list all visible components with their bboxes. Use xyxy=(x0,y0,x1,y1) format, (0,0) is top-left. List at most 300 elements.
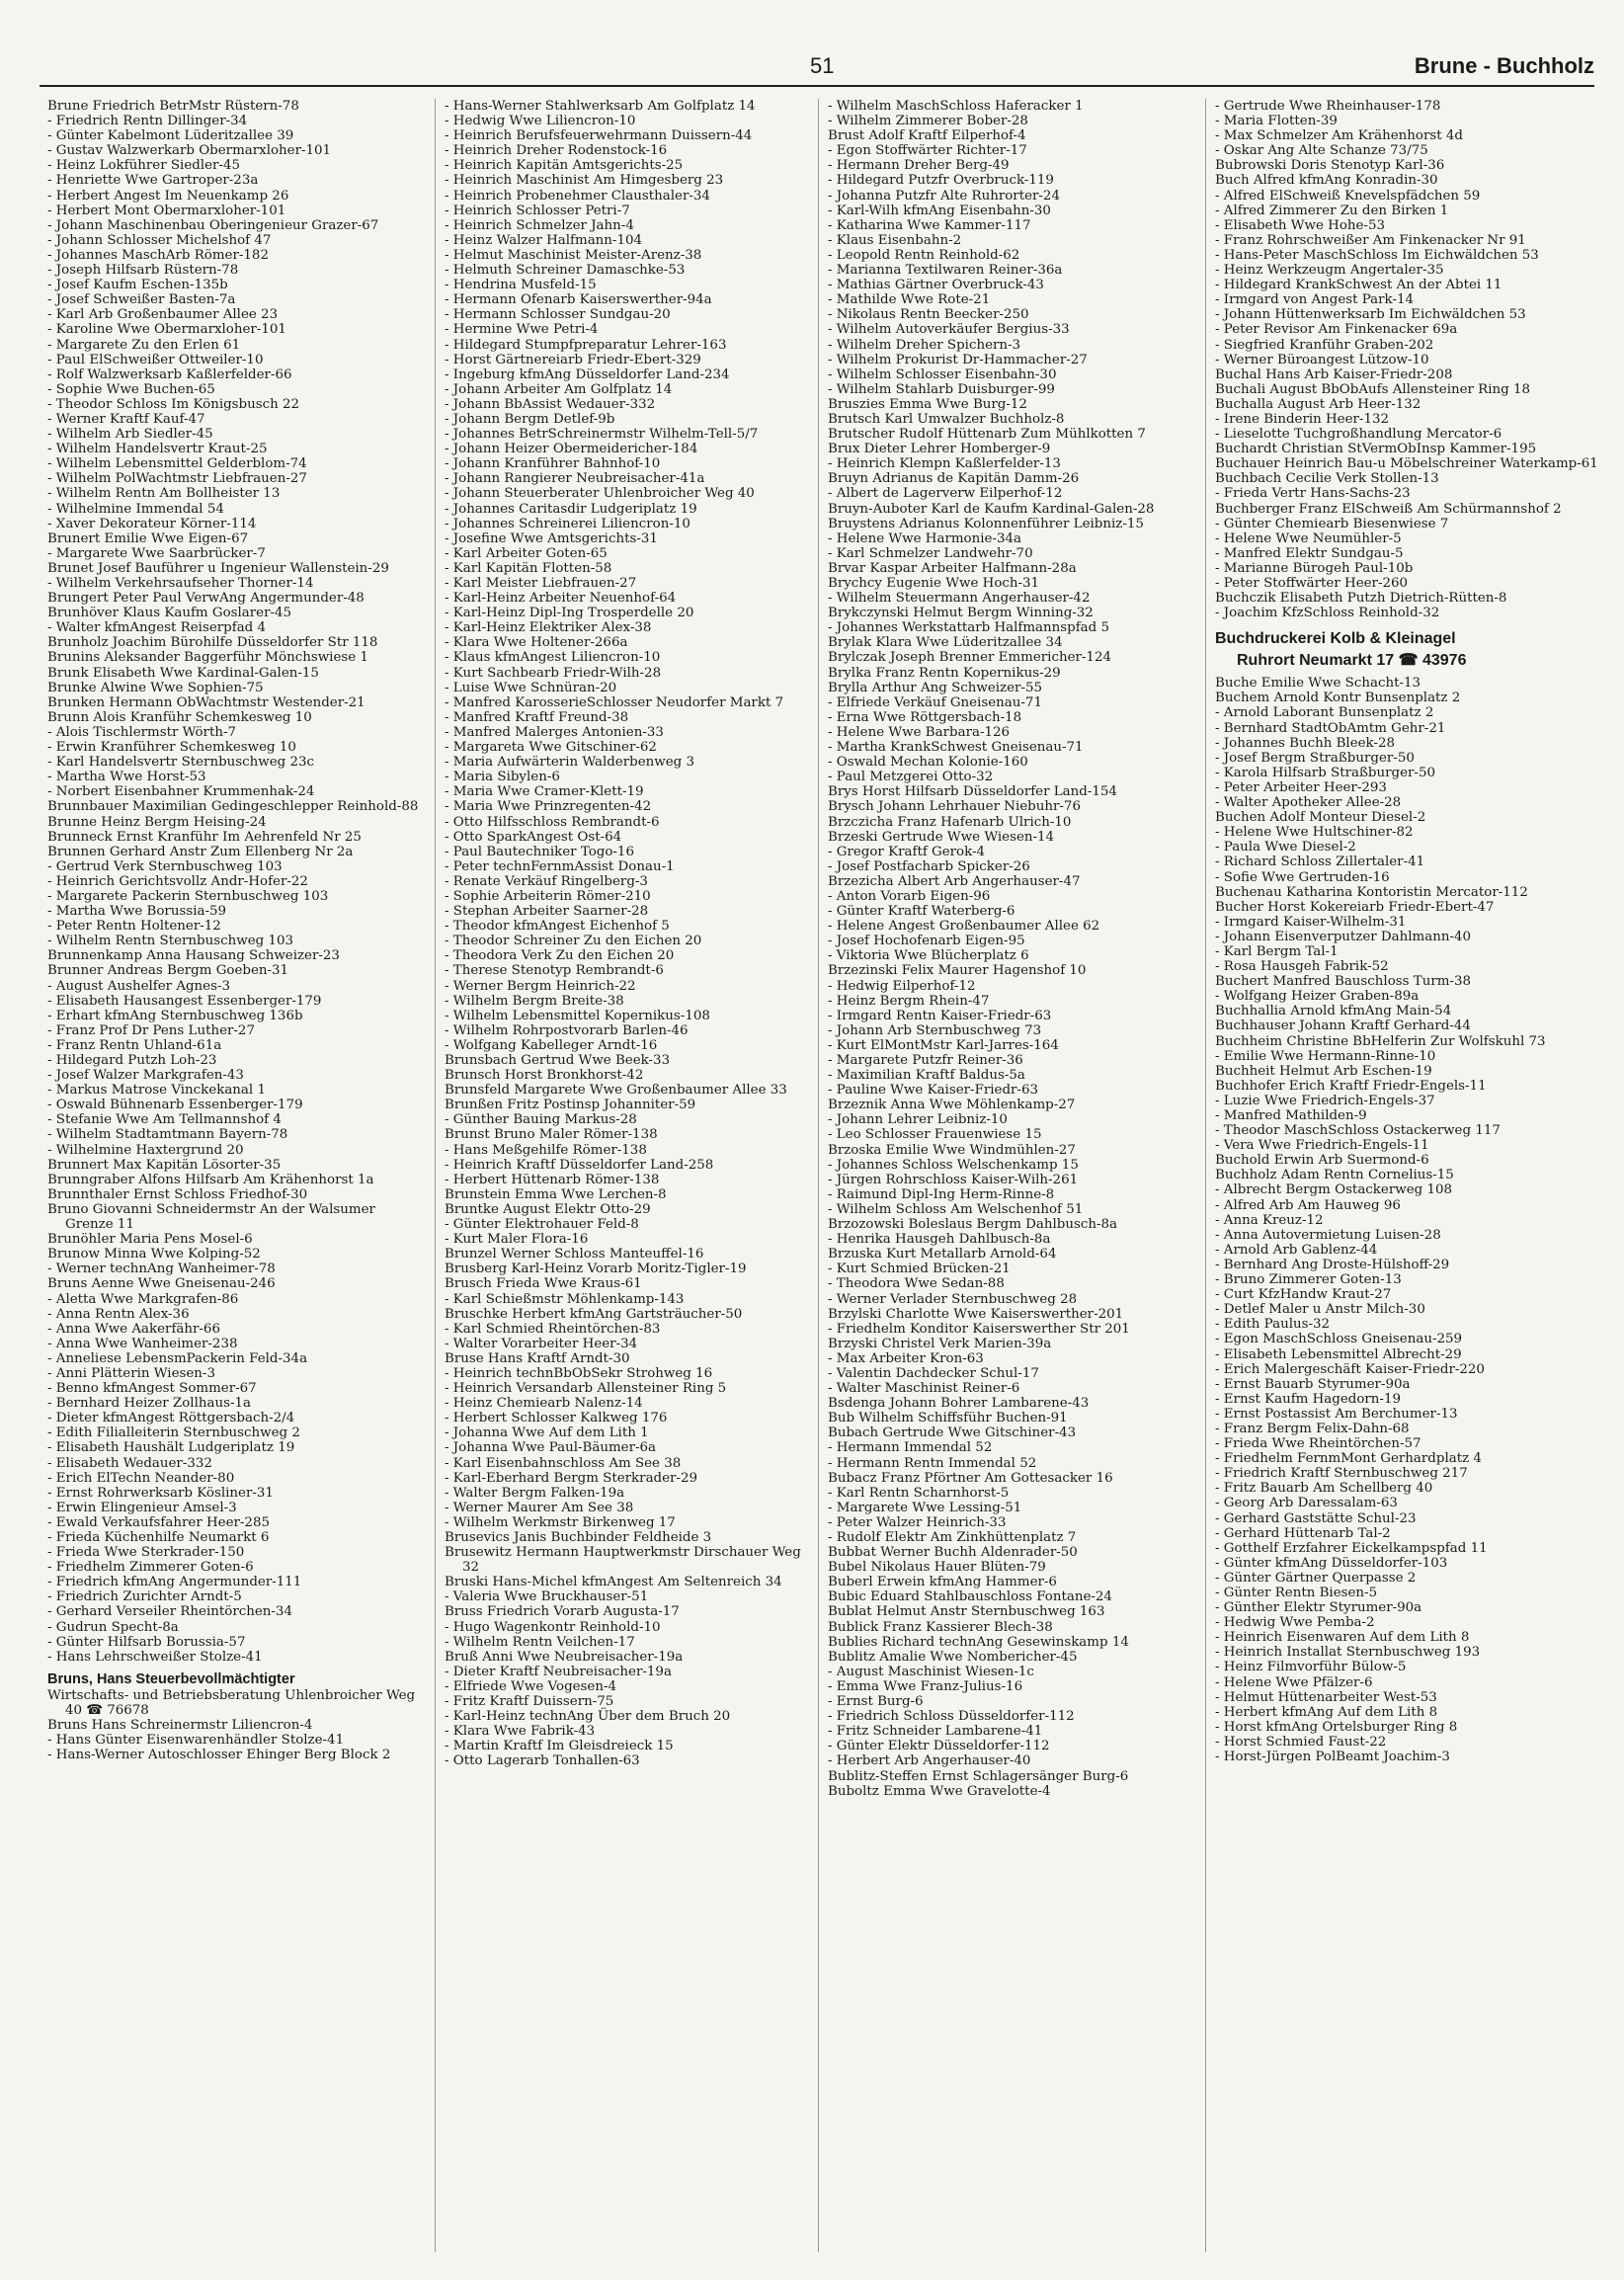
listing-entry: - Anneliese LebensmPackerin Feld-34a xyxy=(47,1350,308,1366)
listing-entry: - Karl Arbeiter Goten-65 xyxy=(445,545,608,561)
listing-entry: Brys Horst Hilfsarb Düsseldorfer Land-154 xyxy=(828,784,1117,800)
listing-entry: - Margarete Wwe Saarbrücker-7 xyxy=(47,545,266,561)
listing-highlight: Buchdruckerei Kolb & Kleinagel xyxy=(1215,630,1456,648)
listing-entry: Brylla Arthur Ang Schweizer-55 xyxy=(828,680,1043,695)
listing-entry: Brunner Andreas Bergm Goeben-31 xyxy=(47,963,289,979)
listing-entry: - Karl Bergm Tal-1 xyxy=(1215,943,1339,959)
listing-entry: - Maria Aufwärterin Walderbenweg 3 xyxy=(445,755,694,771)
listing-entry: Brykczynski Helmut Bergm Winning-32 xyxy=(828,606,1094,621)
listing-entry: Buchhauser Johann Kraftf Gerhard-44 xyxy=(1215,1018,1471,1034)
listing-entry: - Peter Arbeiter Heer-293 xyxy=(1215,779,1387,795)
listing-entry: - Herbert kfmAng Auf dem Lith 8 xyxy=(1215,1704,1438,1720)
listing-entry: - Karl Schmied Rheintörchen-83 xyxy=(445,1321,661,1337)
listing-entry: - Wilhelm Rentn Sternbuschweg 103 xyxy=(47,934,294,949)
listing-entry: - Hildegard Putzh Loh-23 xyxy=(47,1053,217,1068)
listing-entry: Brunke Alwine Wwe Sophien-75 xyxy=(47,680,264,695)
listing-entry: - Heinrich Gerichtsvollz Andr-Hofer-22 xyxy=(47,873,308,889)
listing-entry: - Gustav Walzwerkarb Obermarxloher-101 xyxy=(47,143,332,159)
column-divider xyxy=(818,99,819,2252)
listing-entry: Bruschke Herbert kfmAng Gartsträucher-50 xyxy=(445,1306,743,1322)
listing-entry: - Karl Arb Großenbaumer Allee 23 xyxy=(47,307,279,323)
listing-entry: - Peter Rentn Holtener-12 xyxy=(47,919,221,935)
listing-entry: - Friedhelm Zimmerer Goten-6 xyxy=(47,1560,254,1576)
listing-entry: Bublies Richard technAng Gesewinskamp 14 xyxy=(828,1634,1129,1650)
listing-entry: Brusberg Karl-Heinz Vorarb Moritz-Tigler-19 xyxy=(445,1262,747,1277)
listing-entry: - Pauline Wwe Kaiser-Friedr-63 xyxy=(828,1083,1039,1099)
listing-entry: - Theodor MaschSchloss Ostackerweg 117 xyxy=(1215,1123,1501,1139)
listing-entry: - Elisabeth Haushält Ludgeriplatz 19 xyxy=(47,1440,295,1456)
listing-entry: - Hans Meßgehilfe Römer-138 xyxy=(445,1142,647,1158)
listing-entry: - Karl-Eberhard Bergm Sterkrader-29 xyxy=(445,1470,698,1486)
listing-entry: - Paula Wwe Diesel-2 xyxy=(1215,840,1356,855)
listing-entry: - Raimund Dipl-Ing Herm-Rinne-8 xyxy=(828,1186,1055,1202)
listing-entry: - Wilhelm Verkehrsaufseher Thorner-14 xyxy=(47,576,314,591)
listing-entry: - Heinrich Schmelzer Jahn-4 xyxy=(445,217,634,233)
listing-entry: Brusevics Janis Buchbinder Feldheide 3 xyxy=(445,1530,712,1545)
listing-entry: - Gertrude Wwe Rheinhauser-178 xyxy=(1215,99,1441,114)
listing-entry: - Maria Wwe Prinzregenten-42 xyxy=(445,799,652,815)
listing-entry: Buchenau Katharina Kontoristin Mercator-112 xyxy=(1215,884,1528,900)
listing-entry: - Helene Wwe Hultschiner-82 xyxy=(1215,825,1414,841)
column-1 xyxy=(47,99,423,2252)
listing-entry: - Theodora Verk Zu den Eichen 20 xyxy=(445,948,675,964)
listing-entry: - Norbert Eisenbahner Krummenhak-24 xyxy=(47,784,315,800)
listing-entry: - Gerhard Hüttenarb Tal-2 xyxy=(1215,1525,1391,1541)
listing-entry: - Hedwig Eilperhof-12 xyxy=(828,978,976,994)
listing-entry: Brunet Josef Bauführer u Ingenieur Wallenstein-29 xyxy=(47,560,389,576)
listing-entry: - Heinz Lokführer Siedler-45 xyxy=(47,158,240,174)
listing-entry: - Manfred Elektr Sundgau-5 xyxy=(1215,545,1404,561)
listing-entry: - Jürgen Rohrschloss Kaiser-Wilh-261 xyxy=(828,1172,1079,1187)
listing-entry: - Franz Prof Dr Pens Luther-27 xyxy=(47,1022,255,1038)
listing-entry: - Johannes Schloss Welschenkamp 15 xyxy=(828,1157,1079,1173)
listing-entry: - Elisabeth Lebensmittel Albrecht-29 xyxy=(1215,1346,1462,1362)
listing-entry: Buchczik Elisabeth Putzh Dietrich-Rütten-8 xyxy=(1215,591,1507,607)
listing-entry: - Josef Hochofenarb Eigen-95 xyxy=(828,934,1025,949)
listing-entry: Brzeznik Anna Wwe Möhlenkamp-27 xyxy=(828,1098,1076,1113)
listing-entry: - Heinrich Probenehmer Clausthaler-34 xyxy=(445,188,710,204)
listing-entry: Bub Wilhelm Schiffsführ Buchen-91 xyxy=(828,1411,1068,1426)
listing-entry: - Aletta Wwe Markgrafen-86 xyxy=(47,1291,239,1307)
listing-entry: - Josef Bergm Straßburger-50 xyxy=(1215,750,1415,766)
listing-entry: - Stefanie Wwe Am Tellmannshof 4 xyxy=(47,1112,282,1128)
listing-entry: - Werner technAng Wanheimer-78 xyxy=(47,1262,276,1277)
page-number: 51 xyxy=(810,53,835,78)
listing-entry: - Johann Kranführer Bahnhof-10 xyxy=(445,456,661,472)
listing-entry: - Johannes BetrSchreinermstr Wilhelm-Tell-5/7 xyxy=(445,427,759,443)
listing-entry: - Johann Heizer Obermeidericher-184 xyxy=(445,442,698,457)
listing-entry: Brust Adolf Kraftf Eilperhof-4 xyxy=(828,128,1026,144)
listing-entry: Brvar Kaspar Arbeiter Halfmann-28a xyxy=(828,560,1077,576)
listing-entry: - Johannes Caritasdir Ludgeriplatz 19 xyxy=(445,501,697,517)
listing-entry: - Irene Binderin Heer-132 xyxy=(1215,411,1390,427)
listing-entry: - Heinrich Dreher Rodenstock-16 xyxy=(445,143,668,159)
listing-entry: - Wilhelm Autoverkäufer Bergius-33 xyxy=(828,322,1070,338)
listing-entry: Brzczicha Franz Hafenarb Ulrich-10 xyxy=(828,814,1072,830)
listing-entry: - Karl-Heinz Elektriker Alex-38 xyxy=(445,620,652,636)
listing-entry: - Georg Arb Daressalam-63 xyxy=(1215,1496,1398,1511)
listing-entry: Buchen Adolf Monteur Diesel-2 xyxy=(1215,810,1426,826)
listing-entry: Brux Dieter Lehrer Homberger-9 xyxy=(828,442,1051,457)
listing-entry: - Hedwig Wwe Liliencron-10 xyxy=(445,114,636,129)
listing-entry: Bruno Giovanni Schneidermstr An der Walsumer Grenze 11 xyxy=(47,1201,375,1233)
listing-entry: - Ernst Rohrwerksarb Kösliner-31 xyxy=(47,1485,274,1501)
listing-entry: - Wilhelm Rentn Am Bollheister 13 xyxy=(47,486,281,502)
listing-entry: Bruystens Adrianus Kolonnenführer Leibniz-15 xyxy=(828,516,1144,531)
listing-entry: - Franz Rentn Uhland-61a xyxy=(47,1037,222,1053)
listing-entry: - Emilie Wwe Hermann-Rinne-10 xyxy=(1215,1048,1436,1064)
listing-entry: Buchardt Christian StVermObInsp Kammer-195 xyxy=(1215,442,1537,457)
listing-entry: Brylak Klara Wwe Lüderitzallee 34 xyxy=(828,635,1063,651)
listing-entry: - Helene Angest Großenbaumer Allee 62 xyxy=(828,919,1100,935)
listing-entry: Brunöhler Maria Pens Mosel-6 xyxy=(47,1232,253,1248)
listing-entry: - Elisabeth Hausangest Essenberger-179 xyxy=(47,993,322,1009)
listing-entry: - Friedhelm FernmMont Gerhardplatz 4 xyxy=(1215,1451,1482,1467)
listing-entry: - Hermine Wwe Petri-4 xyxy=(445,322,599,338)
listing-entry: - Leopold Rentn Reinhold-62 xyxy=(828,247,1020,263)
listing-entry: - Margareta Wwe Gitschiner-62 xyxy=(445,740,657,756)
listing-entry: - Rosa Hausgeh Fabrik-52 xyxy=(1215,959,1389,975)
listing-entry: - Wilhelmine Haxtergrund 20 xyxy=(47,1142,244,1158)
listing-entry: - Ewald Verkaufsfahrer Heer-285 xyxy=(47,1514,270,1530)
listing-entry: - Erwin Kranführer Schemkesweg 10 xyxy=(47,740,296,756)
listing-entry: - Max Schmelzer Am Krähenhorst 4d xyxy=(1215,128,1463,144)
listing-entry: - Gudrun Specht-8a xyxy=(47,1619,179,1635)
listing-entry: Brunzel Werner Schloss Manteuffel-16 xyxy=(445,1247,704,1262)
listing-entry: - Gerhard Gaststätte Schul-23 xyxy=(1215,1510,1417,1526)
listing-entry: - Manfred Malerges Antonien-33 xyxy=(445,724,664,740)
listing-entry: - Peter technFernmAssist Donau-1 xyxy=(445,858,675,874)
listing-entry: - Hendrina Musfeld-15 xyxy=(445,278,597,293)
listing-entry: - Werner Verlader Sternbuschweg 28 xyxy=(828,1291,1078,1307)
listing-entry: - Karl Schmelzer Landwehr-70 xyxy=(828,545,1033,561)
listing-entry: - Maximilian Kraftf Baldus-5a xyxy=(828,1068,1025,1084)
listing-entry: - Vera Wwe Friedrich-Engels-11 xyxy=(1215,1138,1429,1154)
listing-entry: - Egon MaschSchloss Gneisenau-259 xyxy=(1215,1332,1463,1347)
listing-entry: Brunst Bruno Maler Römer-138 xyxy=(445,1127,658,1143)
listing-entry: - Erna Wwe Röttgersbach-18 xyxy=(828,709,1022,725)
listing-entry: - Heinrich Klempn Kaßlerfelder-13 xyxy=(828,456,1061,472)
listing-entry: Bruse Hans Kraftf Arndt-30 xyxy=(445,1350,630,1366)
listing-entry: - Werner Bergm Heinrich-22 xyxy=(445,978,636,994)
listing-entry: - Werner Büroangest Lützow-10 xyxy=(1215,352,1429,367)
listing-entry: Buchert Manfred Bauschloss Turm-38 xyxy=(1215,974,1471,990)
listing-entry: Brunow Minna Wwe Kolping-52 xyxy=(47,1247,261,1262)
listing-entry: - Karoline Wwe Obermarxloher-101 xyxy=(47,322,286,338)
listing-entry: - Gregor Kraftf Gerok-4 xyxy=(828,844,986,859)
listing-entry: Brunk Elisabeth Wwe Kardinal-Galen-15 xyxy=(47,665,319,681)
listing-entry: - Albert de Lagerverw Eilperhof-12 xyxy=(828,486,1063,502)
listing-entry: - Kurt Sachbearb Friedr-Wilh-28 xyxy=(445,665,662,681)
listing-entry: - Frieda Wwe Sterkrader-150 xyxy=(47,1545,245,1561)
listing-entry: - Günter Elektrohauer Feld-8 xyxy=(445,1217,639,1233)
listing-entry: Brungert Peter Paul VerwAng Angermunder-48 xyxy=(47,591,365,607)
listing-entry: - Ernst Kaufm Hagedorn-19 xyxy=(1215,1391,1401,1407)
listing-entry: - Johann Maschinenbau Oberingenieur Grazer-67 xyxy=(47,217,379,233)
listing-entry: - Friedrich Zurichter Arndt-5 xyxy=(47,1589,242,1605)
listing-entry: - Hans-Peter MaschSchloss Im Eichwäldchen 53 xyxy=(1215,247,1539,263)
listing-entry: - Henriette Wwe Gartroper-23a xyxy=(47,173,259,189)
listing-entry: - Horst-Jürgen PolBeamt Joachim-3 xyxy=(1215,1750,1450,1765)
listing-entry: - Günter kfmAng Düsseldorfer-103 xyxy=(1215,1555,1448,1571)
listing-entry: - Hermann Immendal 52 xyxy=(828,1440,993,1456)
listing-entry: - Wilhelm Werkmstr Birkenweg 17 xyxy=(445,1514,676,1530)
listing-entry: - Josef Walzer Markgrafen-43 xyxy=(47,1068,244,1084)
listing-entry: - Günter Hilfsarb Borussia-57 xyxy=(47,1634,246,1650)
listing-entry: - Alfred ElSchweiß Knevelspfädchen 59 xyxy=(1215,188,1481,204)
listing-entry: - Heinrich Eisenwaren Auf dem Lith 8 xyxy=(1215,1630,1470,1646)
listing-entry: - Johann Bergm Detlef-9b xyxy=(445,411,615,427)
listing-entry: - Johann Arb Sternbuschweg 73 xyxy=(828,1022,1042,1038)
listing-entry: - Anton Vorarb Eigen-96 xyxy=(828,888,991,904)
listing-entry: - Anna Wwe Aakerfähr-66 xyxy=(47,1321,220,1337)
running-head: Brune - Buchholz xyxy=(1414,53,1594,78)
listing-entry: - Karl Rentn Scharnhorst-5 xyxy=(828,1485,1010,1501)
listing-entry: - Herbert Angest Im Neuenkamp 26 xyxy=(47,188,289,204)
listing-entry: - Werner Kraftf Kauf-47 xyxy=(47,411,205,427)
listing-entry: - Bernhard StadtObAmtm Gehr-21 xyxy=(1215,720,1446,736)
listing-entry: Bruß Anni Wwe Neubreisacher-19a xyxy=(445,1649,684,1665)
listing-entry: Bubacz Franz Pförtner Am Gottesacker 16 xyxy=(828,1470,1113,1486)
listing-entry: Wirtschafts- und Betriebsberatung Uhlenbroicher Weg 40 ☎ 76678 xyxy=(47,1687,416,1718)
listing-entry: - Karl-Heinz technAng Über dem Bruch 20 xyxy=(445,1709,731,1725)
listing-entry: - Hildegard Putzfr Overbruck-119 xyxy=(828,173,1054,189)
listing-entry: - Wilhelm Dreher Spichern-3 xyxy=(828,337,1021,353)
column-4 xyxy=(1215,99,1600,2252)
listing-entry: Brunsbach Gertrud Wwe Beek-33 xyxy=(445,1053,671,1068)
listing-entry: Brunnbauer Maximilian Gedingeschlepper Reinhold-88 xyxy=(47,799,419,815)
listing-entry: Brzuska Kurt Metallarb Arnold-64 xyxy=(828,1247,1057,1262)
listing-entry: - Heinrich technBbObSekr Strohweg 16 xyxy=(445,1365,713,1381)
listing-entry: - Otto SparkAngest Ost-64 xyxy=(445,829,622,845)
listing-entry: - Günter Chemiearb Biesenwiese 7 xyxy=(1215,516,1449,531)
listing-entry: - Erwin Elingenieur Amsel-3 xyxy=(47,1500,237,1515)
listing-entry: Bublat Helmut Anstr Sternbuschweg 163 xyxy=(828,1604,1105,1620)
listing-entry: - Emma Wwe Franz-Julius-16 xyxy=(828,1678,1023,1694)
listing-entry: - Johann Steuerberater Uhlenbroicher Weg 40 xyxy=(445,486,755,502)
listing-entry: Bubel Nikolaus Hauer Blüten-79 xyxy=(828,1560,1046,1576)
listing-entry: - Frieda Vertr Hans-Sachs-23 xyxy=(1215,486,1411,502)
listing-entry: Bubic Eduard Stahlbauschloss Fontane-24 xyxy=(828,1589,1112,1605)
listing-entry: Brunstein Emma Wwe Lerchen-8 xyxy=(445,1186,667,1202)
listing-entry: Buboltz Emma Wwe Gravelotte-4 xyxy=(828,1783,1051,1799)
listing-entry: - Irmgard Kaiser-Wilhelm-31 xyxy=(1215,914,1407,930)
listing-entry: - Heinrich Installat Sternbuschweg 193 xyxy=(1215,1645,1481,1661)
listing-entry: Buchberger Franz ElSchweiß Am Schürmannshof 2 xyxy=(1215,501,1562,517)
listing-entry: - Elisabeth Wedauer-332 xyxy=(47,1455,212,1471)
listing-entry: - Heinrich Kapitän Amtsgerichts-25 xyxy=(445,158,684,174)
listing-entry: - Valeria Wwe Bruckhauser-51 xyxy=(445,1589,649,1605)
listing-entry: - Mathias Gärtner Overbruck-43 xyxy=(828,278,1044,293)
listing-entry: Bublick Franz Kassierer Blech-38 xyxy=(828,1619,1053,1635)
listing-entry: - Sofie Wwe Gertruden-16 xyxy=(1215,869,1390,885)
listing-entry: - Anna Rentn Alex-36 xyxy=(47,1306,190,1322)
listing-entry: - Max Arbeiter Kron-63 xyxy=(828,1350,984,1366)
listing-entry: - Friedrich Kraftf Sternbuschweg 217 xyxy=(1215,1466,1468,1482)
listing-entry: Brusch Frieda Wwe Kraus-61 xyxy=(445,1276,642,1292)
listing-entry: - Wilhelm Schloss Am Welschenhof 51 xyxy=(828,1201,1084,1217)
listing-entry: - Bernhard Heizer Zollhaus-1a xyxy=(47,1396,251,1412)
listing-entry: - Friedrich Schloss Düsseldorfer-112 xyxy=(828,1709,1075,1725)
listing-entry: - Detlef Maler u Anstr Milch-30 xyxy=(1215,1302,1425,1318)
listing-entry: - Manfred Kraftf Freund-38 xyxy=(445,709,629,725)
listing-entry: - Luise Wwe Schnüran-20 xyxy=(445,680,617,695)
listing-entry: - Johannes MaschArb Römer-182 xyxy=(47,247,269,263)
listing-entry: - Albrecht Bergm Ostackerweg 108 xyxy=(1215,1182,1453,1198)
listing-entry: - Martha Wwe Horst-53 xyxy=(47,770,206,785)
listing-entry: - Marianna Textilwaren Reiner-36a xyxy=(828,263,1063,279)
listing-entry: - Heinrich Schlosser Petri-7 xyxy=(445,203,630,218)
listing-entry: - Margarete Zu den Erlen 61 xyxy=(47,337,241,353)
listing-entry: - Herbert Arb Angerhauser-40 xyxy=(828,1753,1031,1769)
listing-entry: - Karl Kapitän Flotten-58 xyxy=(445,560,612,576)
listing-entry: - Otto Hilfsschloss Rembrandt-6 xyxy=(445,814,660,830)
listing-entry: - Heinz Bergm Rhein-47 xyxy=(828,993,990,1009)
listing-entry: - Wilhelm Bergm Breite-38 xyxy=(445,993,624,1009)
listing-entry: - Hans-Werner Stahlwerksarb Am Golfplatz 14 xyxy=(445,99,756,114)
listing-entry: - Wolfgang Kabelleger Arndt-16 xyxy=(445,1037,658,1053)
listing-entry: - Renate Verkäuf Ringelberg-3 xyxy=(445,873,648,889)
listing-entry: Brunins Aleksander Baggerführ Mönchswiese 1 xyxy=(47,650,368,666)
listing-entry: - Martha Wwe Borussia-59 xyxy=(47,904,227,920)
listing-entry: Brunneck Ernst Kranführ Im Aehrenfeld Nr 25 xyxy=(47,829,362,845)
listing-entry: Brunsfeld Margarete Wwe Großenbaumer Allee 33 xyxy=(445,1083,787,1099)
listing-entry: - Johann Arbeiter Am Golfplatz 14 xyxy=(445,381,673,397)
listing-entry: - Richard Schloss Zillertaler-41 xyxy=(1215,855,1425,870)
listing-entry: - Wilhelm PolWachtmstr Liebfrauen-27 xyxy=(47,471,307,487)
listing-entry: Buchali August BbObAufs Allensteiner Ring 18 xyxy=(1215,381,1531,397)
listing-entry: - Hugo Wagenkontr Reinhold-10 xyxy=(445,1619,661,1635)
listing-entry: - Herbert Hüttenarb Römer-138 xyxy=(445,1172,660,1187)
listing-entry: - Johann Eisenverputzer Dahlmann-40 xyxy=(1215,929,1472,944)
listing-entry: - Johannes Werkstattarb Halfmannspfad 5 xyxy=(828,620,1110,636)
listing-entry: - Oswald Mechan Kolonie-160 xyxy=(828,755,1028,771)
listing-entry: Buchem Arnold Kontr Bunsenplatz 2 xyxy=(1215,691,1461,706)
listing-entry: - Manfred Mathilden-9 xyxy=(1215,1108,1367,1123)
listing-entry: Brusewitz Hermann Hauptwerkmstr Dirschauer Weg 32 xyxy=(445,1545,801,1576)
listing-entry: - Irmgard von Angest Park-14 xyxy=(1215,292,1414,308)
listing-entry: - Wilhelm Rohrpostvorarb Barlen-46 xyxy=(445,1022,689,1038)
listing-entry: - Paul ElSchweißer Ottweiler-10 xyxy=(47,352,264,367)
listing-entry: Brunhöver Klaus Kaufm Goslarer-45 xyxy=(47,606,292,621)
listing-entry: - Wolfgang Heizer Graben-89a xyxy=(1215,989,1420,1005)
listing-entry: - Johann Lehrer Leibniz-10 xyxy=(828,1112,1008,1128)
listing-entry: - Hans Lehrschweißer Stolze-41 xyxy=(47,1649,263,1665)
listing-entry: Brylczak Joseph Brenner Emmericher-124 xyxy=(828,650,1111,666)
listing-entry: - Nikolaus Rentn Beecker-250 xyxy=(828,307,1029,323)
listing-entry: Brzoska Emilie Wwe Windmühlen-27 xyxy=(828,1142,1076,1158)
listing-entry: - Wilhelm Lebensmittel Kopernikus-108 xyxy=(445,1008,710,1023)
listing-entry: - Erich ElTechn Neander-80 xyxy=(47,1470,235,1486)
listing-entry: Buch Alfred kfmAng Konradin-30 xyxy=(1215,173,1438,189)
listing-entry: - Maria Sibylen-6 xyxy=(445,770,560,785)
listing-entry: - Maria Flotten-39 xyxy=(1215,114,1338,129)
listing-entry: - Kurt Schmied Brücken-21 xyxy=(828,1262,1011,1277)
listing-entry: - Peter Stoffwärter Heer-260 xyxy=(1215,576,1409,591)
listing-entry: - Joachim KfzSchloss Reinhold-32 xyxy=(1215,606,1440,621)
listing-entry: Brunnenkamp Anna Hausang Schweizer-23 xyxy=(47,948,340,964)
listing-entry: - Günter Kabelmont Lüderitzallee 39 xyxy=(47,128,294,144)
listing-entry: - Margarete Putzfr Reiner-36 xyxy=(828,1053,1023,1068)
listing-entry: - Wilhelm Steuermann Angerhauser-42 xyxy=(828,591,1091,607)
listing-entry: Bruns Hans Schreinermstr Liliencron-4 xyxy=(47,1718,313,1734)
listing-entry: Brunert Emilie Wwe Eigen-67 xyxy=(47,530,249,546)
listing-entry: - Erhart kfmAng Sternbuschweg 136b xyxy=(47,1008,303,1023)
listing-entry: - Klaus Eisenbahn-2 xyxy=(828,232,962,248)
listing-entry: - Helmuth Schreiner Damaschke-53 xyxy=(445,263,686,279)
listing-entry: - Hermann Dreher Berg-49 xyxy=(828,158,1010,174)
listing-entry: - Franz Bergm Felix-Dahn-68 xyxy=(1215,1421,1410,1436)
listing-entry: - Herbert Mont Obermarxloher-101 xyxy=(47,203,286,218)
listing-entry: - Luzie Wwe Friedrich-Engels-37 xyxy=(1215,1093,1435,1108)
listing-entry: - Bruno Zimmerer Goten-13 xyxy=(1215,1272,1402,1288)
listing-entry: - Manfred KarosserieSchlosser Neudorfer Markt 7 xyxy=(445,694,784,710)
listing-entry: - Gotthelf Erzfahrer Eickelkampspfad 11 xyxy=(1215,1540,1488,1556)
listing-entry: Brunnert Max Kapitän Lösorter-35 xyxy=(47,1157,282,1173)
listing-entry: - Benno kfmAngest Sommer-67 xyxy=(47,1381,257,1397)
listing-entry: - Ernst Burg-6 xyxy=(828,1694,924,1710)
listing-entry: - Johann Schlosser Michelshof 47 xyxy=(47,232,272,248)
listing-entry: - Heinz Filmvorführ Bülow-5 xyxy=(1215,1660,1407,1675)
listing-entry: - Josef Schweißer Basten-7a xyxy=(47,292,236,308)
listing-entry: - Valentin Dachdecker Schul-17 xyxy=(828,1365,1039,1381)
listing-entry: Bruns Aenne Wwe Gneisenau-246 xyxy=(47,1276,276,1292)
listing-entry: - Theodora Wwe Sedan-88 xyxy=(828,1276,1005,1292)
listing-entry: - Karl Meister Liebfrauen-27 xyxy=(445,576,637,591)
listing-entry: - Elfriede Wwe Vogesen-4 xyxy=(445,1678,617,1694)
listing-entry: - Heinz Werkzeugm Angertaler-35 xyxy=(1215,263,1444,279)
listing-entry: Brune Friedrich BetrMstr Rüstern-78 xyxy=(47,99,299,114)
listing-entry: - August Aushelfer Agnes-3 xyxy=(47,978,231,994)
listing-entry: - Dieter Kraftf Neubreisacher-19a xyxy=(445,1664,672,1679)
listing-entry: - Klara Wwe Holtener-266a xyxy=(445,635,628,651)
column-3 xyxy=(828,99,1203,2252)
listing-entry: - Horst Gärtnereiarb Friedr-Ebert-329 xyxy=(445,352,701,367)
listing-entry: - Wilhelmine Immendal 54 xyxy=(47,501,224,517)
listing-entry: - Günther Elektr Styrumer-90a xyxy=(1215,1600,1422,1616)
listing-entry: - Leo Schlosser Frauenwiese 15 xyxy=(828,1127,1042,1143)
listing-entry: Buchbach Cecilie Verk Stollen-13 xyxy=(1215,471,1439,487)
listing-entry: Buberl Erwein kfmAng Hammer-6 xyxy=(828,1575,1057,1590)
listing-entry: Bubbat Werner Buchh Aldenrader-50 xyxy=(828,1545,1078,1561)
listing-entry: Brunsch Horst Bronkhorst-42 xyxy=(445,1068,644,1084)
listing-entry: - Theodor Schloss Im Königsbusch 22 xyxy=(47,396,300,412)
listing-entry: Bucher Horst Kokereiarb Friedr-Ebert-47 xyxy=(1215,899,1495,915)
listing-entry: - Martha KrankSchwest Gneisenau-71 xyxy=(828,740,1084,756)
listing-entry: - Günter Rentn Biesen-5 xyxy=(1215,1586,1378,1600)
listing-entry: - Wilhelm MaschSchloss Haferacker 1 xyxy=(828,99,1084,114)
listing-entry: Bruss Friedrich Vorarb Augusta-17 xyxy=(445,1604,680,1620)
listing-entry: - Marianne Bürogeh Paul-10b xyxy=(1215,560,1414,576)
listing-entry: Bruszies Emma Wwe Burg-12 xyxy=(828,396,1027,412)
listing-entry: - Arnold Laborant Bunsenplatz 2 xyxy=(1215,705,1434,721)
listing-entry: - Gertrud Verk Sternbuschweg 103 xyxy=(47,858,283,874)
listing-entry: Brysch Johann Lehrhauer Niebuhr-76 xyxy=(828,799,1081,815)
listing-entry: - Arnold Arb Gablenz-44 xyxy=(1215,1242,1378,1258)
listing-entry: - Johannes Schreinerei Liliencron-10 xyxy=(445,516,690,531)
listing-entry: - Lieselotte Tuchgroßhandlung Mercator-6 xyxy=(1215,427,1502,443)
listing-entry: - Walter Apotheker Allee-28 xyxy=(1215,795,1402,811)
listing-entry: Brutscher Rudolf Hüttenarb Zum Mühlkotten 7 xyxy=(828,427,1146,443)
listing-entry: - Karl Schießmstr Möhlenkamp-143 xyxy=(445,1291,685,1307)
listing-entry: - Horst kfmAng Ortelsburger Ring 8 xyxy=(1215,1719,1458,1735)
listing-entry: - Heinrich Maschinist Am Himgesberg 23 xyxy=(445,173,724,189)
listing-entry: - Johann Rangierer Neubreisacher-41a xyxy=(445,471,705,487)
listing-entry: - Hans Günter Eisenwarenhändler Stolze-41 xyxy=(47,1733,345,1749)
listing-entry: Buchheim Christine BbHelferin Zur Wolfskuhl 73 xyxy=(1215,1033,1546,1049)
listing-entry: Brzyski Christel Verk Marien-39a xyxy=(828,1336,1052,1351)
listing-entry: - Anna Autovermietung Luisen-28 xyxy=(1215,1227,1441,1243)
